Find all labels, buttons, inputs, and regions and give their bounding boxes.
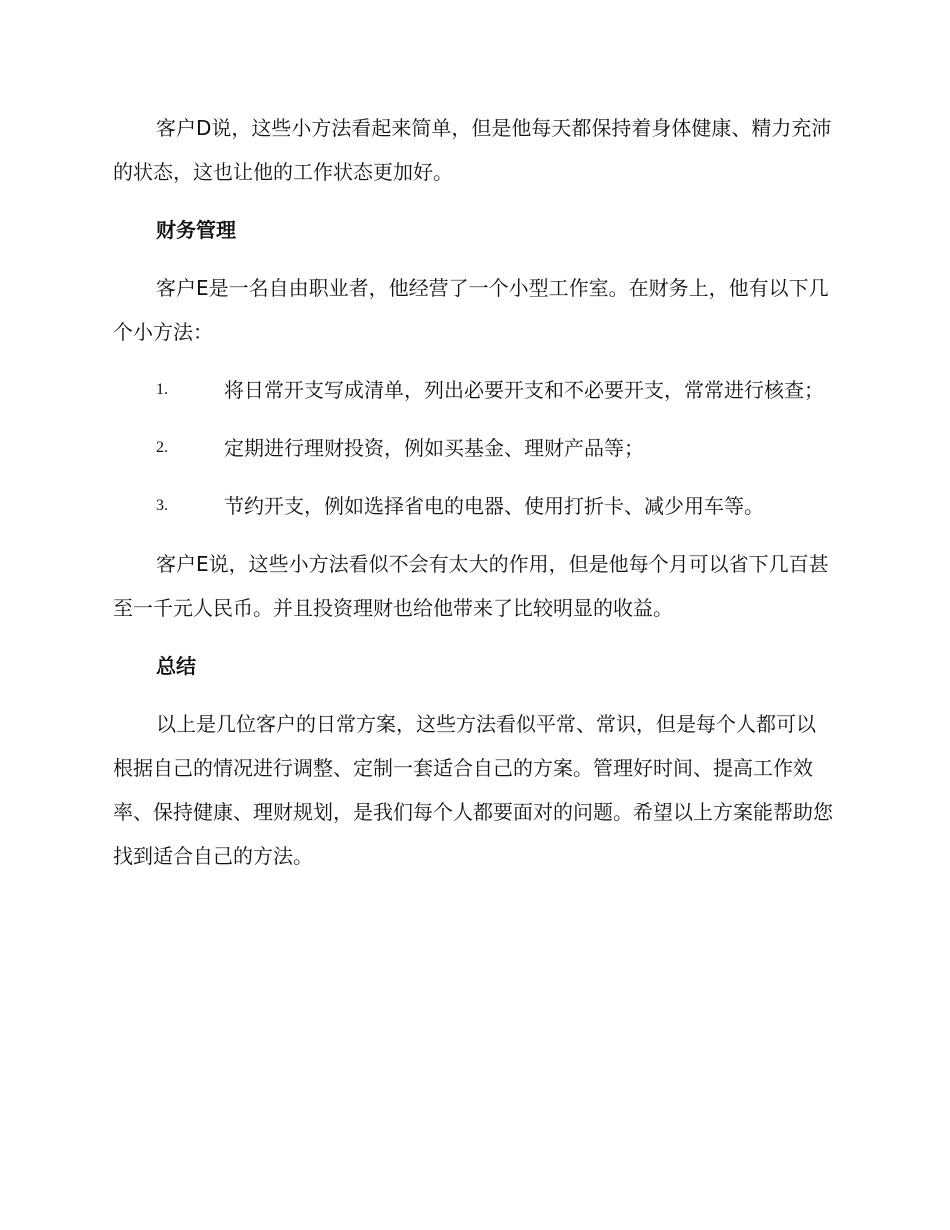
list-item-text: 节约开支，例如选择省电的电器、使用打折卡、减少用车等。 <box>224 494 764 518</box>
section-heading-finance: 财务管理 <box>156 218 236 242</box>
paragraph-summary: 以上是几位客户的日常方案，这些方法看似平常、常识，但是每个人都可以根据自己的情况进行调整、定制一套适合自己的方案。管理好时间、提高工作效率、保持健康、理财规划，是我们每个人都要面对的问题。希望以上方案能帮助您找到适合自己的方法。 <box>113 712 833 868</box>
list-number: 3. <box>156 497 168 514</box>
paragraph-client-e-intro: 客户E是一名自由职业者，他经营了一个小型工作室。在财务上，他有以下几个小方法： <box>113 276 829 344</box>
list-item-text: 将日常开支写成清单，列出必要开支和不必要开支，常常进行核查； <box>224 378 824 402</box>
list-item <box>113 368 835 412</box>
section-heading-summary: 总结 <box>156 654 196 678</box>
list-number: 2. <box>156 439 168 456</box>
list-number: 1. <box>156 381 168 398</box>
list-item <box>113 484 835 528</box>
document-body <box>113 106 835 892</box>
paragraph-client-e-conclusion: 客户E说，这些小方法看似不会有太大的作用，但是他每个月可以省下几百甚至一千元人民币。并且投资理财也给他带来了比较明显的收益。 <box>113 552 829 620</box>
list-item-text: 定期进行理财投资，例如买基金、理财产品等； <box>224 436 644 460</box>
paragraph-client-d-conclusion: 客户D说，这些小方法看起来简单，但是他每天都保持着身体健康、精力充沛的状态，这也让他的工作状态更加好。 <box>113 116 832 184</box>
list-item <box>113 426 835 470</box>
